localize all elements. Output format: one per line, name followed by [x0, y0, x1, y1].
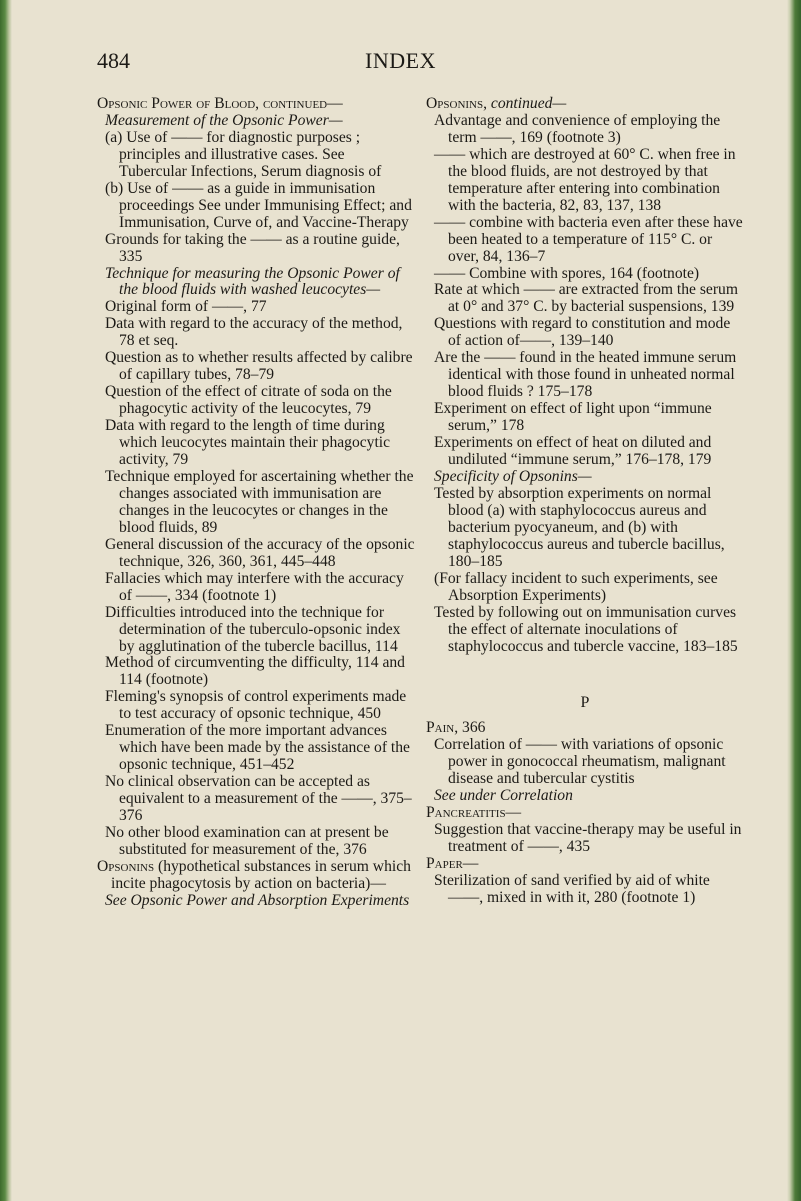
- index-entry: (For fallacy incident to such experiments, see Absorption Experiments): [434, 569, 718, 604]
- index-entry: Opsonins (hypothetical substances in serum which incite phagocytosis by action on bacteria)—: [97, 857, 411, 892]
- index-entry: Experiments on effect of heat on diluted and undiluted “immune serum,” 176–178, 179: [434, 434, 712, 469]
- index-entry: Pain, 366: [426, 719, 486, 737]
- index-entry: (a) Use of —— for diagnostic purposes ; principles and illustrative cases. See Tubercular Infections, Serum diagnosis of: [105, 128, 382, 180]
- index-entry: Tested by absorption experiments on normal blood (a) with staphylococcus aureus and bacterium pyocyaneum, and (b) with staphylococcus aureus and tubercle bacillus, 180–185: [434, 484, 725, 570]
- index-entry: See Opsonic Power and Absorption Experiments: [105, 891, 410, 909]
- index-entry: Question as to whether results affected by calibre of capillary tubes, 78–79: [105, 349, 413, 384]
- index-entry: Opsonins, continued—: [426, 95, 567, 112]
- index-entry: —— Combine with spores, 164 (footnote): [434, 264, 700, 282]
- index-entry: Specificity of Opsonins—: [434, 467, 592, 485]
- index-entry: Advantage and convenience of employing the term ——, 169 (footnote 3): [434, 111, 721, 146]
- index-entry: Grounds for taking the —— as a routine guide, 335: [105, 230, 400, 265]
- page-header: [0, 48, 801, 76]
- index-entry: Questions with regard to constitution and mode of action of——, 139–140: [434, 315, 731, 350]
- page-edge-right: [787, 0, 801, 1201]
- index-entry: Suggestion that vaccine-therapy may be useful in treatment of ——, 435: [434, 821, 742, 856]
- running-title: INDEX: [365, 48, 436, 73]
- index-entry: Enumeration of the more important advances which have been made by the assistance of the opsonic technique, 451–452: [105, 722, 410, 774]
- page-edge-left: [0, 0, 12, 1201]
- index-entry: (b) Use of —— as a guide in immunisation proceedings See under Immunising Effect; and Immunisation, Curve of, and Vaccine-Therapy: [105, 179, 412, 231]
- index-entry: No clinical observation can be accepted as equivalent to a measurement of the ——, 375–376: [105, 773, 412, 825]
- index-entry: Experiment on effect of light upon “immune serum,” 178: [434, 400, 712, 435]
- index-entry: See under Correlation: [434, 787, 573, 805]
- index-entry: Fallacies which may interfere with the accuracy of ——, 334 (footnote 1): [105, 569, 404, 604]
- index-entry: Opsonic Power of Blood, continued—: [97, 95, 343, 112]
- index-entry: —— combine with bacteria even after these have been heated to a temperature of 115° C. or over, 84, 136–7: [434, 213, 743, 265]
- index-entry: Difficulties introduced into the technique for determination of the tuberculo-opsonic index by agglutination of the tubercle bacillus, 114: [105, 603, 401, 655]
- index-entry: Technique for measuring the Opsonic Power of the blood fluids with washed leucocytes—: [105, 264, 400, 299]
- section-letter: P: [580, 694, 590, 712]
- index-entry: Sterilization of sand verified by aid of white ——, mixed in with it, 280 (footnote 1): [434, 871, 710, 906]
- index-entry: Method of circumventing the difficulty, 114 and 114 (footnote): [105, 654, 405, 689]
- index-entry: Tested by following out on immunisation curves the effect of alternate inoculations of staphylococcus and tubercle vaccine, 183–185: [434, 603, 738, 655]
- index-entry: General discussion of the accuracy of the opsonic technique, 326, 360, 361, 445–448: [105, 535, 415, 570]
- index-entry: No other blood examination can at present be substituted for measurement of the, 376: [105, 823, 389, 858]
- index-entry: Data with regard to the length of time during which leucocytes maintain their phagocytic activity, 79: [105, 417, 391, 469]
- left-column: [97, 96, 415, 910]
- index-entry: Pancreatitis—: [426, 804, 522, 822]
- index-entry: Are the —— found in the heated immune serum identical with those found in unheated normal blood fluids ? 175–178: [434, 349, 737, 401]
- index-entry: Rate at which —— are extracted from the serum at 0° and 37° C. by bacterial suspensions, 139: [434, 281, 738, 316]
- index-entry: Technique employed for ascertaining whether the changes associated with immunisation are changes in the leucocytes or changes in the blood fluids, 89: [105, 467, 414, 536]
- page-number: 484: [97, 48, 130, 73]
- right-column: [426, 96, 744, 907]
- index-entry: Data with regard to the accuracy of the method, 78 et seq.: [105, 315, 403, 350]
- index-entry: Correlation of —— with variations of opsonic power in gonococcal rheumatism, malignant disease and tubercular cystitis: [434, 736, 726, 788]
- index-entry: —— which are destroyed at 60° C. when free in the blood fluids, are not destroyed by that temperature after entering into combination with the bacteria, 82, 83, 137, 138: [434, 145, 736, 214]
- index-entry: Question of the effect of citrate of soda on the phagocytic activity of the leucocytes, 79: [105, 383, 392, 418]
- index-entry: Fleming's synopsis of control experiments made to test accuracy of opsonic technique, 450: [105, 688, 407, 723]
- index-entry: Original form of ——, 77: [105, 298, 267, 316]
- index-entry: Measurement of the Opsonic Power—: [105, 111, 343, 129]
- index-entry: Paper—: [426, 855, 479, 873]
